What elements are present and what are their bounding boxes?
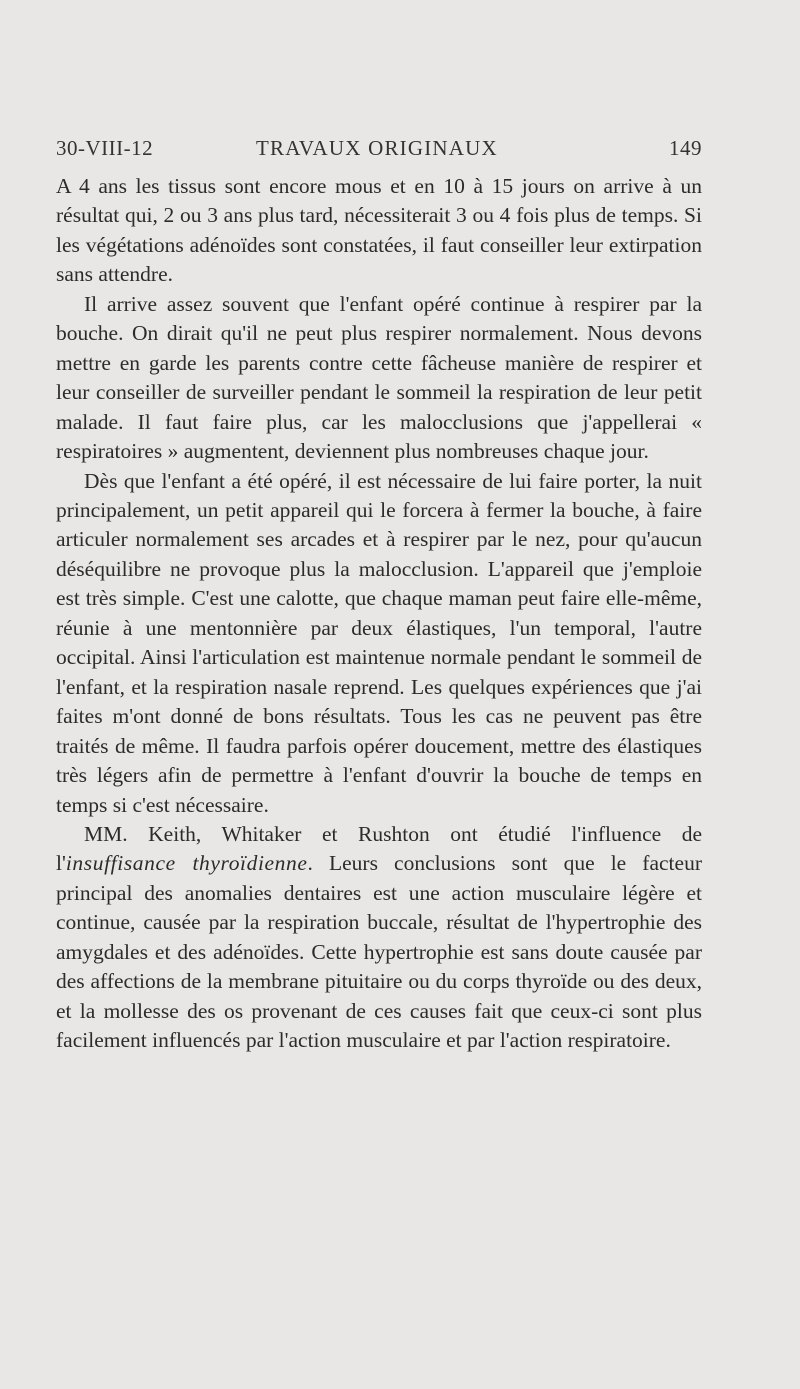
paragraph-4-start: MM. Keith, Whitaker et Rushton ont étudié l'influence de l' bbox=[56, 821, 702, 876]
running-header bbox=[56, 136, 702, 166]
body-text bbox=[56, 172, 702, 1056]
paragraph-4-end: . Leurs conclusions sont que le facteur principal des anomalies dentaires est une action musculaire légère et continue, causée par la respiration buccale, résultat de l'hypertrophie des amygdales et des adénoïdes. Cette hypertrophie est sans doute causée par des affections de la membrane pituitaire ou du corps thyroïde ou des deux, et la mollesse des os provenant de ces causes fait que ceux-ci sont plus facilement influencés par l'action musculaire et par l'action respiratoire. bbox=[56, 851, 702, 1053]
paragraph-3: Dès que l'enfant a été opéré, il est nécessaire de lui faire porter, la nuit principalement, un petit appareil qui le forcera à fermer la bouche, à faire articuler normalement ses arcades et à respirer par le nez, pour qu'aucun déséquilibre ne provoque plus la malocclusion. L'appareil que j'emploie est très simple. C'est une calotte, que chaque maman peut faire elle-même, réunie à une mentonnière par deux élastiques, l'un temporal, l'autre occipital. Ainsi l'articulation est maintenue normale pendant le sommeil de l'enfant, et la respiration nasale reprend. Les quelques expériences que j'ai faites m'ont donné de bons résultats. Tous les cas ne peuvent pas être traités de même. Il faudra parfois opérer doucement, mettre des élastiques très légers afin de permettre à l'enfant d'ouvrir la bouche de temps en temps si c'est nécessaire. bbox=[56, 468, 702, 817]
header-section-title: TRAVAUX ORIGINAUX bbox=[256, 136, 498, 160]
page-number: 149 bbox=[669, 136, 702, 160]
header-date: 30-VIII-12 bbox=[56, 136, 154, 160]
paragraph-4 bbox=[56, 820, 702, 1056]
paragraph-2: Il arrive assez souvent que l'enfant opéré continue à respirer par la bouche. On dirait qu'il ne peut plus respirer normalement. Nous devons mettre en garde les parents contre cette fâcheuse manière de respirer et leur conseiller de surveiller pendant le sommeil la respiration de leur petit malade. Il faut faire plus, car les malocclusions que j'appellerai « respiratoires » augmentent, deviennent plus nombreuses chaque jour. bbox=[56, 291, 702, 464]
paragraph-4-italic: insuffisance thyroïdienne bbox=[65, 851, 308, 876]
paragraph-1: A 4 ans les tissus sont encore mous et en 10 à 15 jours on arrive à un résultat qui, 2 ou 3 ans plus tard, nécessiterait 3 ou 4 fois plus de temps. Si les végétations adénoïdes sont constatées, il faut conseiller leur extirpation sans attendre. bbox=[56, 174, 702, 287]
